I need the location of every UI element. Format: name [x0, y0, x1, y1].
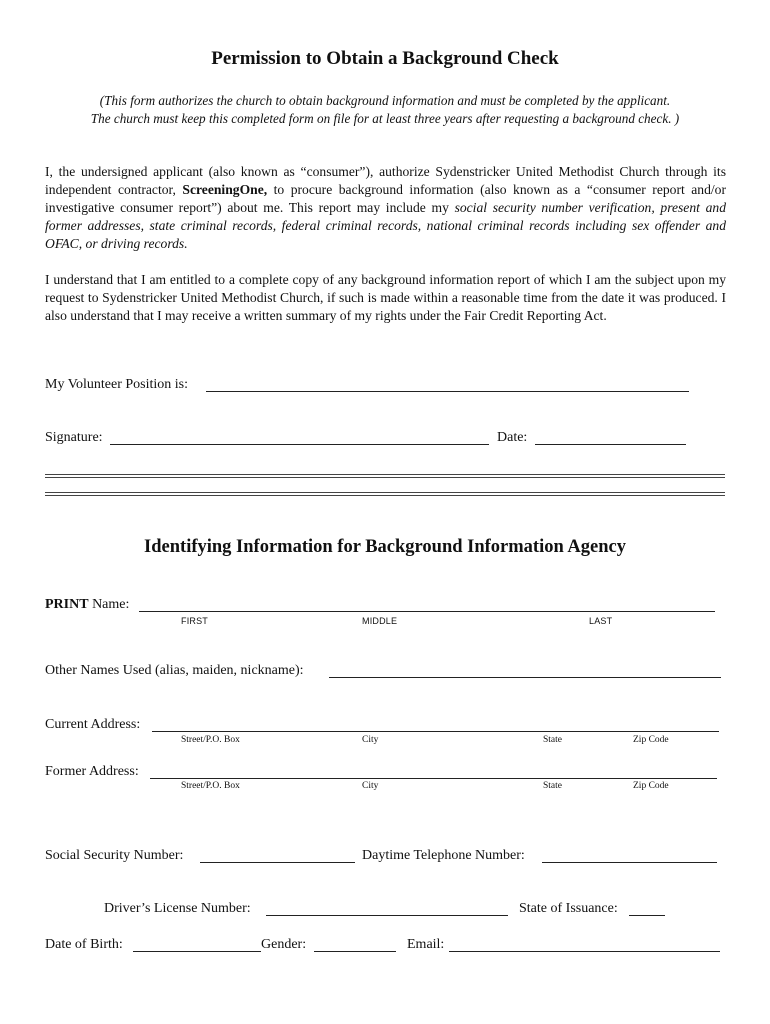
current-address-caption-street: Street/P.O. Box — [181, 735, 240, 745]
name-label: Name: — [92, 597, 130, 612]
authorization-text-a: I, the undersigned applicant (also known as “consumer”), authorize Sydenstricker United Methodist Church through its independent contractor, — [45, 164, 726, 197]
former-address-caption-zip: Zip Code — [633, 781, 669, 791]
dob-label: Date of Birth: — [45, 937, 123, 952]
name-caption-first: FIRST — [181, 616, 208, 626]
name-field[interactable] — [139, 597, 715, 612]
current-address-caption-state: State — [543, 735, 562, 745]
authorization-paragraph — [45, 163, 726, 253]
intro-line-1: (This form authorizes the church to obtain background information and must be completed by the applicant. — [99, 93, 671, 108]
signature-label: Signature: — [45, 430, 103, 445]
signature-field[interactable] — [110, 430, 489, 445]
volunteer-position-field[interactable] — [206, 377, 689, 392]
gender-label: Gender: — [261, 937, 307, 952]
former-address-caption-city: City — [362, 781, 379, 791]
ssn-field[interactable] — [200, 848, 355, 863]
section-title: Identifying Information for Background Information Agency — [144, 537, 626, 557]
section-divider-bottom — [45, 492, 725, 496]
name-caption-middle: MIDDLE — [362, 616, 398, 626]
drivers-license-label: Driver’s License Number: — [104, 901, 251, 916]
phone-field[interactable] — [542, 848, 717, 863]
current-address-caption-city: City — [362, 735, 379, 745]
print-name-label — [45, 597, 129, 613]
intro-line-2: The church must keep this completed form on file for at least three years after requesting a background check. ) — [90, 111, 680, 126]
current-address-label: Current Address: — [45, 717, 141, 732]
email-label: Email: — [407, 937, 445, 952]
name-caption-last: LAST — [589, 616, 613, 626]
rights-paragraph: I understand that I am entitled to a complete copy of any background information report of which I am the subject upon my request to Sydenstricker United Methodist Church, if such is made within a reasonable time from the date it was produced. I also understand that I may receive a written summary of my rights under the Fair Credit Reporting Act. — [45, 272, 726, 323]
email-field[interactable] — [449, 937, 720, 952]
date-label: Date: — [497, 430, 528, 445]
print-emphasis: PRINT — [45, 597, 89, 612]
page-title: Permission to Obtain a Background Check — [211, 48, 559, 69]
former-address-label: Former Address: — [45, 764, 139, 779]
authorization-text-b: to procure background information (also known as a “consumer report and/or investigative consumer report”) about me. This report may include my — [45, 182, 726, 215]
former-address-caption-state: State — [543, 781, 562, 791]
contractor-name: ScreeningOne, — [182, 182, 268, 197]
date-field[interactable] — [535, 430, 686, 445]
former-address-field[interactable] — [150, 764, 717, 779]
current-address-caption-zip: Zip Code — [633, 735, 669, 745]
state-of-issuance-label: State of Issuance: — [519, 901, 618, 916]
former-address-caption-street: Street/P.O. Box — [181, 781, 240, 791]
report-scope-text: social security number verification, present and former addresses, state criminal records, federal criminal records, national criminal records including sex offender and OFAC, or driving records. — [45, 200, 726, 251]
ssn-label: Social Security Number: — [45, 848, 184, 863]
gender-field[interactable] — [314, 937, 396, 952]
section-divider-top — [45, 474, 725, 478]
other-names-field[interactable] — [329, 663, 721, 678]
other-names-label: Other Names Used (alias, maiden, nickname): — [45, 663, 304, 678]
dob-field[interactable] — [133, 937, 261, 952]
state-of-issuance-field[interactable] — [629, 901, 665, 916]
phone-label: Daytime Telephone Number: — [362, 848, 525, 863]
drivers-license-field[interactable] — [266, 901, 508, 916]
volunteer-position-label: My Volunteer Position is: — [45, 377, 189, 392]
current-address-field[interactable] — [152, 717, 719, 732]
